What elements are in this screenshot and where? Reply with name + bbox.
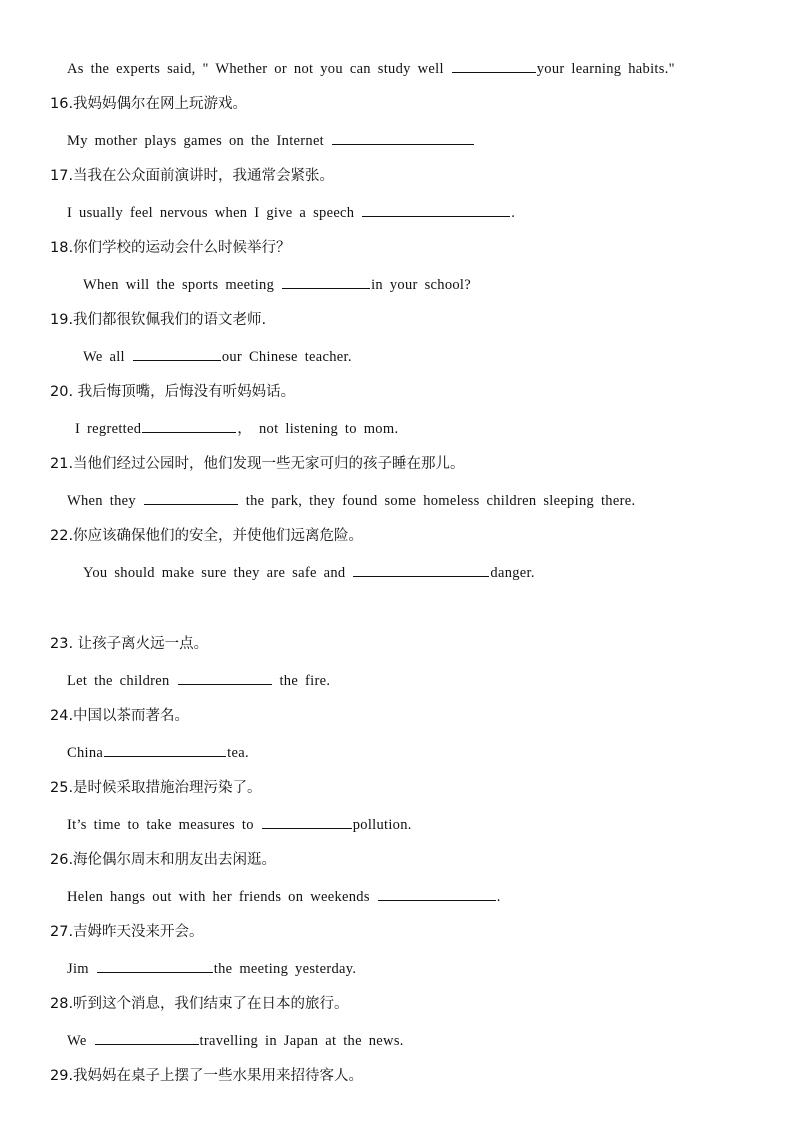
- answer-blank[interactable]: [262, 814, 352, 829]
- question-29-prompt: [50, 1066, 363, 1086]
- prompt-text: 20. 我后悔顶嘴，后悔没有听妈妈话。: [50, 384, 296, 400]
- sentence-26-english: [67, 886, 501, 907]
- sentence-18-english: [83, 274, 471, 295]
- question-19-prompt: [50, 310, 266, 330]
- sentence-17-english: [67, 202, 515, 223]
- answer-blank[interactable]: [133, 346, 221, 361]
- prompt-text: 27.吉姆昨天没来开会。: [50, 924, 204, 940]
- sentence-text: .: [496, 889, 501, 905]
- sentence-text: travelling in Japan at the news.: [199, 1033, 404, 1049]
- sentence-text: Helen hangs out with her friends on weekends: [67, 889, 377, 905]
- sentence-text: We all: [83, 349, 132, 365]
- sentence-24-english: [67, 742, 249, 763]
- question-18-prompt: [50, 238, 291, 258]
- answer-blank[interactable]: [178, 670, 272, 685]
- question-24-prompt: [50, 706, 189, 726]
- question-26-prompt: [50, 850, 276, 870]
- prompt-text: 16.我妈妈偶尔在网上玩游戏。: [50, 96, 248, 112]
- question-16-prompt: [50, 94, 247, 114]
- answer-blank[interactable]: [332, 130, 474, 145]
- question-23-prompt: [50, 634, 208, 654]
- answer-blank[interactable]: [97, 958, 213, 973]
- question-27-prompt: [50, 922, 204, 942]
- question-20-prompt: [50, 382, 295, 402]
- answer-blank[interactable]: [104, 742, 226, 757]
- sentence-text: the park, they found some homeless children sleeping there.: [238, 493, 636, 509]
- answer-blank[interactable]: [362, 202, 510, 217]
- prompt-text: 24.中国以茶而著名。: [50, 708, 190, 724]
- sentence-text: pollution.: [352, 817, 412, 833]
- sentence-21-english: [67, 490, 635, 511]
- question-22-prompt: [50, 526, 363, 546]
- sentence-15-english: [67, 58, 675, 79]
- answer-blank[interactable]: [378, 886, 496, 901]
- sentence-19-english: [83, 346, 352, 367]
- sentence-text: the meeting yesterday.: [213, 961, 357, 977]
- question-25-prompt: [50, 778, 262, 798]
- answer-blank[interactable]: [282, 274, 370, 289]
- sentence-text: the fire.: [272, 673, 331, 689]
- prompt-text: 26.海伦偶尔周末和朋友出去闲逛。: [50, 852, 277, 868]
- sentence-text: As the experts said, " Whether or not you can study well: [67, 61, 451, 77]
- answer-blank[interactable]: [452, 58, 536, 73]
- question-28-prompt: [50, 994, 349, 1014]
- sentence-27-english: [67, 958, 356, 979]
- sentence-text: My mother plays games on the Internet: [67, 133, 331, 149]
- sentence-20-english: [75, 418, 398, 439]
- prompt-text: 23. 让孩子离火远一点。: [50, 636, 209, 652]
- prompt-text: 25.是时候采取措施治理污染了。: [50, 780, 262, 796]
- answer-blank[interactable]: [353, 562, 489, 577]
- prompt-text: 22.你应该确保他们的安全，并使他们远离危险。: [50, 528, 364, 544]
- sentence-25-english: [67, 814, 412, 835]
- prompt-text: 19.我们都很钦佩我们的语文老师.: [50, 312, 267, 328]
- sentence-text: Let the children: [67, 673, 177, 689]
- prompt-text: 17.当我在公众面前演讲时，我通常会紧张。: [50, 168, 335, 184]
- sentence-28-english: [67, 1030, 404, 1051]
- sentence-text: We: [67, 1033, 94, 1049]
- prompt-text: 29.我妈妈在桌子上摆了一些水果用来招待客人。: [50, 1068, 364, 1084]
- sentence-text: danger.: [490, 565, 535, 581]
- sentence-text: It’s time to take measures to: [67, 817, 261, 833]
- answer-blank[interactable]: [95, 1030, 199, 1045]
- sentence-text: Jim: [67, 961, 96, 977]
- answer-blank[interactable]: [142, 418, 236, 433]
- prompt-text: 21.当他们经过公园时，他们发现一些无家可归的孩子睡在那儿。: [50, 456, 465, 472]
- sentence-text: China: [67, 745, 104, 761]
- sentence-text: I usually feel nervous when I give a speech: [67, 205, 362, 221]
- sentence-text: in your school?: [371, 277, 471, 293]
- sentence-text: .: [511, 205, 516, 221]
- prompt-text: 28.听到这个消息，我们结束了在日本的旅行。: [50, 996, 349, 1012]
- sentence-23-english: [67, 670, 330, 691]
- question-17-prompt: [50, 166, 334, 186]
- sentence-text: our Chinese teacher.: [221, 349, 352, 365]
- question-21-prompt: [50, 454, 465, 474]
- sentence-text: tea.: [227, 745, 249, 761]
- sentence-text: I regretted: [75, 421, 142, 437]
- answer-blank[interactable]: [144, 490, 238, 505]
- sentence-text: When they: [67, 493, 143, 509]
- sentence-text: your learning habits.": [536, 61, 675, 77]
- sentence-text: When will the sports meeting: [83, 277, 282, 293]
- sentence-text: You should make sure they are safe and: [83, 565, 353, 581]
- prompt-text: 18.你们学校的运动会什么时候举行？: [50, 240, 291, 256]
- sentence-16-english: [67, 130, 475, 151]
- sentence-22-english: [83, 562, 535, 583]
- sentence-text: ， not listening to mom.: [237, 421, 399, 437]
